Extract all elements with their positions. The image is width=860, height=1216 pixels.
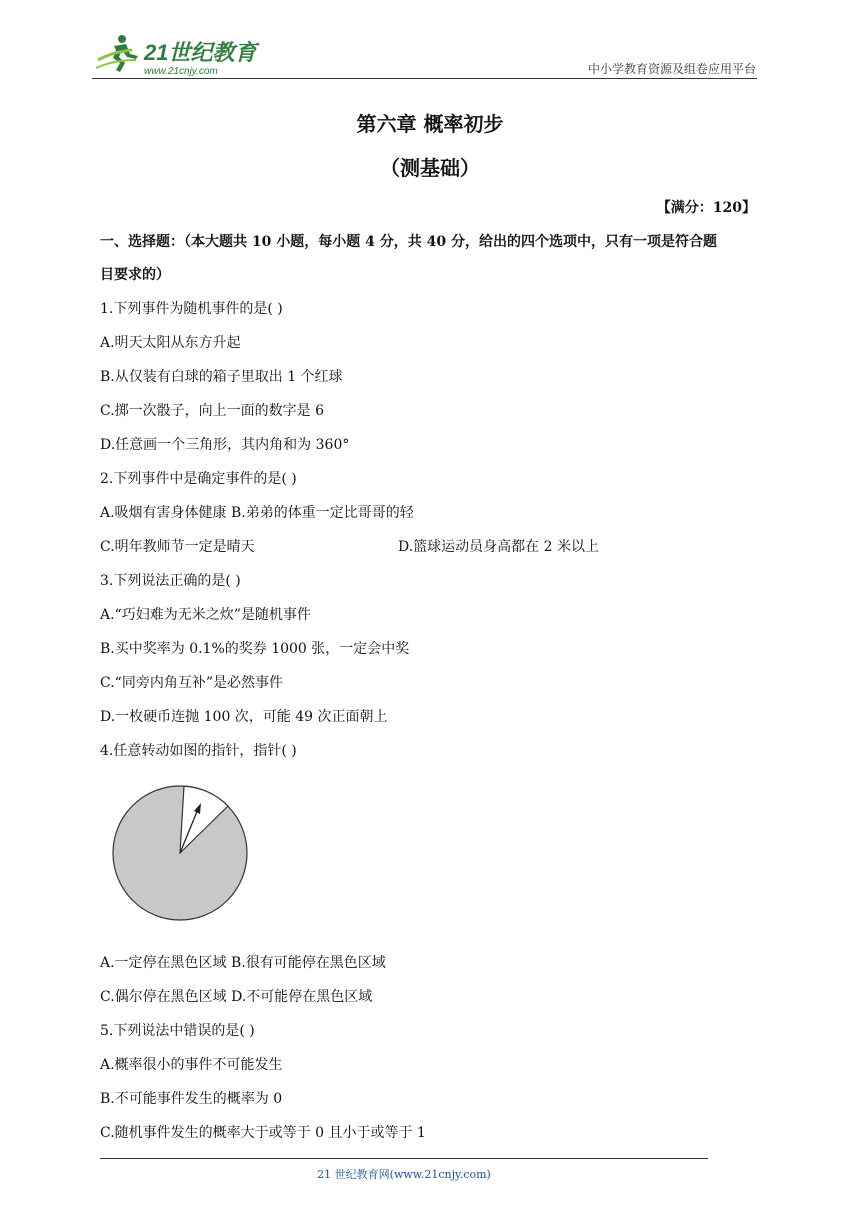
q5-stem: 5.下列说法中错误的是( )	[100, 1023, 255, 1039]
q2-stem: 2.下列事件中是确定事件的是( )	[100, 471, 297, 487]
q3-option-d: D.一枚硬币连抛 100 次，可能 49 次正面朝上	[100, 709, 388, 725]
q3-option-b: B.买中奖率为 0.1%的奖券 1000 张，一定会中奖	[100, 641, 410, 657]
full-score: 【满分：120】	[656, 200, 756, 216]
page-title: 第六章 概率初步	[356, 112, 504, 136]
q1-option-b: B.从仅装有白球的箱子里取出 1 个红球	[100, 369, 343, 385]
q3-option-c: C.“同旁内角互补”是必然事件	[100, 675, 283, 691]
spinner-figure	[110, 783, 250, 923]
q4-options-cd: C.偶尔停在黑色区域 D.不可能停在黑色区域	[100, 989, 373, 1005]
q2-options-ab: A.吸烟有害身体健康 B.弟弟的体重一定比哥哥的轻	[100, 505, 414, 521]
section-heading-line2: 目要求的）	[100, 267, 170, 283]
q1-option-a: A.明天太阳从东方升起	[100, 335, 241, 351]
section-heading-line1: 一、选择题：（本大题共 10 小题，每小题 4 分，共 40 分，给出的四个选项中，只有一项是符合题	[100, 234, 717, 250]
header-divider	[92, 78, 757, 79]
q2-option-c: C.明年教师节一定是晴天	[100, 539, 255, 555]
q1-option-c: C.掷一次骰子，向上一面的数字是 6	[100, 403, 325, 419]
q3-option-a: A.“巧妇难为无米之炊”是随机事件	[100, 607, 311, 623]
runner-icon	[96, 35, 138, 72]
q2-option-d: D.篮球运动员身高都在 2 米以上	[398, 539, 599, 555]
q1-option-d: D.任意画一个三角形，其内角和为 360°	[100, 437, 350, 453]
q5-option-a: A.概率很小的事件不可能发生	[100, 1057, 283, 1073]
logo-url: www.21cnjy.com	[144, 66, 218, 77]
q4-stem: 4.任意转动如图的指针，指针( )	[100, 743, 297, 759]
q3-stem: 3.下列说法正确的是( )	[100, 573, 241, 589]
q5-option-b: B.不可能事件发生的概率为 0	[100, 1091, 283, 1107]
page-subtitle: （测基础）	[380, 156, 480, 180]
site-logo	[92, 30, 262, 80]
q4-options-ab: A.一定停在黑色区域 B.很有可能停在黑色区域	[100, 955, 386, 971]
footer-divider	[100, 1158, 708, 1159]
logo-wordmark: 21世纪教育	[144, 40, 257, 65]
q1-stem: 1.下列事件为随机事件的是( )	[100, 301, 283, 317]
footer-link[interactable]: 21 世纪教育网(www.21cnjy.com)	[317, 1168, 491, 1181]
q5-option-c: C.随机事件发生的概率大于或等于 0 且小于或等于 1	[100, 1125, 426, 1141]
platform-name: 中小学教育资源及组卷应用平台	[587, 62, 756, 76]
